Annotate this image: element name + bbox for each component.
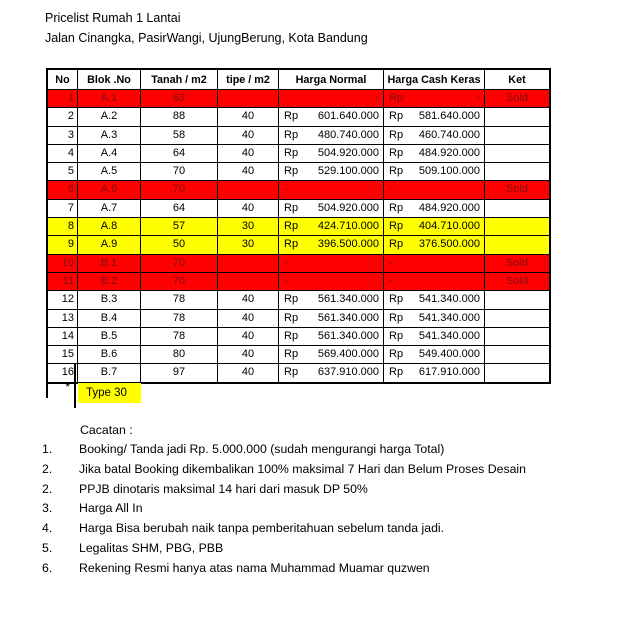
cell-harga-normal <box>279 346 384 364</box>
currency-prefix: Rp <box>389 311 404 324</box>
cell-ket <box>485 126 551 144</box>
cell-harga-normal <box>279 199 384 217</box>
amount: 529.100.000 <box>317 165 379 178</box>
column-header-no: No <box>47 69 78 90</box>
cell-no: 7 <box>47 199 78 217</box>
cell-ket <box>485 309 551 327</box>
cell-harga-cash-keras <box>384 108 485 126</box>
cell-no: 10 <box>47 254 78 272</box>
cell-tipe: 40 <box>218 108 279 126</box>
currency-prefix: Rp <box>284 110 299 123</box>
cell-tanah: 58 <box>141 126 218 144</box>
notes-heading: Cacatan : <box>80 423 133 437</box>
cell-tanah: 78 <box>141 309 218 327</box>
note-number: 6. <box>42 560 53 575</box>
type30-legend: Type 30 <box>78 383 141 403</box>
amount: 509.100.000 <box>418 165 480 178</box>
cell-tanah: 80 <box>141 346 218 364</box>
table-row <box>47 327 550 345</box>
cell-harga-cash-keras <box>384 327 485 345</box>
amount: 480.740.000 <box>317 128 379 141</box>
cell-harga-normal-accounting <box>279 291 383 308</box>
cell-no: 15 <box>47 346 78 364</box>
cell-tipe: 40 <box>218 144 279 162</box>
cell-harga-cash-keras-accounting <box>384 218 484 235</box>
currency-prefix: Rp <box>389 366 404 379</box>
cell-harga-normal-accounting <box>279 90 383 107</box>
cell-no: 5 <box>47 163 78 181</box>
cell-blok-no: A.7 <box>78 199 141 217</box>
table-row <box>47 163 550 181</box>
cell-ket <box>485 199 551 217</box>
cell-harga-cash-keras-accounting <box>384 181 484 198</box>
amount: 484.920.000 <box>418 201 480 214</box>
cell-blok-no: B.2 <box>78 272 141 290</box>
cell-ket: Sold <box>485 272 551 290</box>
cell-ket <box>485 364 551 383</box>
note-number: 3. <box>42 501 53 516</box>
cell-tanah: 70 <box>141 254 218 272</box>
cell-tipe: 40 <box>218 364 279 383</box>
cell-harga-cash-keras <box>384 126 485 144</box>
cell-ket <box>485 144 551 162</box>
cell-tipe: 40 <box>218 309 279 327</box>
cell-harga-normal-accounting <box>279 346 383 363</box>
note-item <box>0 442 627 462</box>
cell-no: 12 <box>47 291 78 309</box>
cell-harga-cash-keras-accounting <box>384 328 484 345</box>
currency-prefix: Rp <box>389 238 404 251</box>
currency-prefix: Rp <box>284 311 299 324</box>
currency-prefix: - <box>284 183 288 196</box>
amount: - <box>476 92 480 104</box>
cell-tipe: 40 <box>218 199 279 217</box>
note-number: 4. <box>42 521 53 536</box>
cell-tanah: 63 <box>141 90 218 108</box>
cell-blok-no: B.5 <box>78 327 141 345</box>
cell-harga-cash-keras <box>384 199 485 217</box>
currency-prefix: - <box>284 274 288 287</box>
table-row <box>47 364 550 383</box>
cell-tipe: 30 <box>218 236 279 254</box>
column-header-harga-normal: Harga Normal <box>279 69 384 90</box>
cell-tanah: 57 <box>141 218 218 236</box>
cell-blok-no: A.1 <box>78 90 141 108</box>
cell-blok-no: B.6 <box>78 346 141 364</box>
currency-prefix: Rp <box>284 366 299 379</box>
amount: 561.340.000 <box>317 329 379 342</box>
amount: - <box>375 92 379 104</box>
header-row <box>47 69 550 90</box>
amount: 484.920.000 <box>418 146 480 159</box>
currency-prefix: Rp <box>389 110 404 123</box>
asterisk-marker: * <box>65 380 70 394</box>
cell-harga-normal-accounting <box>279 328 383 345</box>
cell-ket <box>485 327 551 345</box>
currency-prefix: Rp <box>284 220 299 233</box>
table-row <box>47 218 550 236</box>
table-row <box>47 199 550 217</box>
currency-prefix: Rp <box>284 165 299 178</box>
cell-tipe <box>218 90 279 108</box>
cell-no: 1 <box>47 90 78 108</box>
cell-ket <box>485 236 551 254</box>
cell-tanah: 70 <box>141 163 218 181</box>
amount: 504.920.000 <box>317 201 379 214</box>
cell-harga-normal <box>279 236 384 254</box>
table-row <box>47 346 550 364</box>
cell-harga-cash-keras <box>384 291 485 309</box>
note-text: Rekening Resmi hanya atas nama Muhammad Muamar quzwen <box>79 560 430 575</box>
currency-prefix: Rp <box>389 293 404 306</box>
note-item <box>0 501 627 521</box>
currency-prefix: Rp <box>389 348 404 361</box>
currency-prefix: Rp <box>284 201 299 214</box>
table-row <box>47 90 550 108</box>
cell-harga-cash-keras-accounting <box>384 236 484 253</box>
note-item <box>0 521 627 541</box>
price-table-head <box>47 69 550 90</box>
cell-harga-normal-accounting <box>279 218 383 235</box>
currency-prefix: Rp <box>284 238 299 251</box>
amount: 396.500.000 <box>317 238 379 251</box>
cell-tipe <box>218 181 279 199</box>
amount: 541.340.000 <box>418 293 480 306</box>
cell-blok-no: A.3 <box>78 126 141 144</box>
amount: 617.910.000 <box>418 366 480 379</box>
cell-ket: Sold <box>485 90 551 108</box>
cell-tipe: 30 <box>218 218 279 236</box>
table-row <box>47 144 550 162</box>
note-number: 1. <box>42 442 53 456</box>
cell-harga-cash-keras <box>384 144 485 162</box>
cell-tanah: 64 <box>141 199 218 217</box>
cell-blok-no: B.7 <box>78 364 141 383</box>
amount: 541.340.000 <box>418 311 480 324</box>
cell-harga-normal <box>279 90 384 108</box>
column-header-tanah-m2: Tanah / m2 <box>141 69 218 90</box>
cell-harga-cash-keras <box>384 218 485 236</box>
cell-blok-no: B.4 <box>78 309 141 327</box>
cell-no: 4 <box>47 144 78 162</box>
column-header-blok-no: Blok .No <box>78 69 141 90</box>
cell-blok-no: A.8 <box>78 218 141 236</box>
cell-tanah: 70 <box>141 272 218 290</box>
currency-prefix: Rp <box>389 92 404 104</box>
cell-harga-cash-keras <box>384 272 485 290</box>
cell-blok-no: A.5 <box>78 163 141 181</box>
cell-no: 14 <box>47 327 78 345</box>
amount: 424.710.000 <box>317 220 379 233</box>
cell-harga-cash-keras-accounting <box>384 90 484 107</box>
no-column-border-extension <box>74 364 76 408</box>
currency-prefix: Rp <box>389 220 404 233</box>
cell-harga-cash-keras-accounting <box>384 145 484 162</box>
note-number: 2. <box>42 481 53 496</box>
note-text: Jika batal Booking dikembalikan 100% maksimal 7 Hari dan Belum Proses Desain <box>79 461 527 476</box>
cell-harga-normal-accounting <box>279 181 383 198</box>
cell-tanah: 78 <box>141 291 218 309</box>
cell-harga-normal <box>279 218 384 236</box>
cell-harga-cash-keras-accounting <box>384 163 484 180</box>
cell-harga-cash-keras-accounting <box>384 291 484 308</box>
note-number: 2. <box>42 461 53 476</box>
currency-prefix: Rp <box>284 293 299 306</box>
table-row <box>47 126 550 144</box>
cell-harga-normal <box>279 291 384 309</box>
cell-blok-no: A.9 <box>78 236 141 254</box>
amount: 376.500.000 <box>418 238 480 251</box>
currency-prefix: Rp <box>284 146 299 159</box>
cell-harga-cash-keras-accounting <box>384 310 484 327</box>
cell-no: 11 <box>47 272 78 290</box>
amount: 637.910.000 <box>317 366 379 379</box>
cell-harga-normal <box>279 327 384 345</box>
column-header-ket: Ket <box>485 69 551 90</box>
currency-prefix: Rp <box>389 329 404 342</box>
amount: 549.400.000 <box>418 348 480 361</box>
table-row <box>47 309 550 327</box>
table-row <box>47 272 550 290</box>
cell-harga-normal-accounting <box>279 108 383 125</box>
cell-harga-normal-accounting <box>279 200 383 217</box>
table-row <box>47 236 550 254</box>
cell-no: 8 <box>47 218 78 236</box>
cell-harga-normal <box>279 254 384 272</box>
currency-prefix: Rp <box>284 348 299 361</box>
cell-harga-normal-accounting <box>279 145 383 162</box>
column-header-tipe-m2: tipe / m2 <box>218 69 279 90</box>
cell-harga-normal-accounting <box>279 127 383 144</box>
cell-harga-cash-keras-accounting <box>384 364 484 381</box>
cell-blok-no: B.1 <box>78 254 141 272</box>
currency-prefix: Rp <box>284 329 299 342</box>
cell-no: 2 <box>47 108 78 126</box>
cell-blok-no: A.6 <box>78 181 141 199</box>
cell-tanah: 78 <box>141 327 218 345</box>
cell-no: 6 <box>47 181 78 199</box>
cell-harga-normal-accounting <box>279 255 383 272</box>
cell-tipe: 40 <box>218 126 279 144</box>
cell-harga-normal-accounting <box>279 364 383 381</box>
table-left-border-extension <box>46 364 48 398</box>
note-text: PPJB dinotaris maksimal 14 hari dari masuk DP 50% <box>79 481 368 496</box>
currency-prefix: - <box>389 256 393 269</box>
cell-tanah: 97 <box>141 364 218 383</box>
cell-tanah: 70 <box>141 181 218 199</box>
cell-harga-cash-keras-accounting <box>384 255 484 272</box>
cell-harga-normal <box>279 309 384 327</box>
cell-ket <box>485 291 551 309</box>
document-title: Pricelist Rumah 1 Lantai <box>45 11 181 25</box>
cell-tanah: 88 <box>141 108 218 126</box>
price-table <box>46 68 551 384</box>
cell-harga-normal <box>279 126 384 144</box>
cell-ket <box>485 108 551 126</box>
note-item <box>0 482 627 502</box>
cell-harga-cash-keras <box>384 181 485 199</box>
cell-harga-normal <box>279 144 384 162</box>
amount: 504.920.000 <box>317 146 379 159</box>
cell-tipe <box>218 254 279 272</box>
note-text: Legalitas SHM, PBG, PBB <box>79 541 224 555</box>
amount: 569.400.000 <box>317 348 379 361</box>
table-row <box>47 291 550 309</box>
cell-harga-normal <box>279 181 384 199</box>
cell-tipe: 40 <box>218 291 279 309</box>
currency-prefix: Rp <box>389 146 404 159</box>
currency-prefix: - <box>389 183 393 196</box>
amount: 460.740.000 <box>418 128 480 141</box>
cell-no: 16 <box>47 364 78 383</box>
note-item <box>0 561 627 581</box>
cell-harga-cash-keras <box>384 346 485 364</box>
price-table-body <box>47 90 550 383</box>
cell-no: 3 <box>47 126 78 144</box>
cell-harga-cash-keras <box>384 90 485 108</box>
amount: 541.340.000 <box>418 329 480 342</box>
cell-blok-no: A.4 <box>78 144 141 162</box>
cell-ket <box>485 163 551 181</box>
cell-harga-normal-accounting <box>279 163 383 180</box>
cell-ket <box>485 218 551 236</box>
currency-prefix: Rp <box>389 201 404 214</box>
cell-harga-cash-keras <box>384 163 485 181</box>
cell-harga-cash-keras <box>384 309 485 327</box>
cell-harga-cash-keras <box>384 254 485 272</box>
currency-prefix: - <box>284 256 288 269</box>
amount: 601.640.000 <box>317 110 379 123</box>
note-text: Harga All In <box>79 501 143 516</box>
table-row <box>47 181 550 199</box>
cell-harga-cash-keras-accounting <box>384 346 484 363</box>
note-number: 5. <box>42 541 53 555</box>
amount: 561.340.000 <box>317 311 379 324</box>
cell-blok-no: B.3 <box>78 291 141 309</box>
cell-harga-normal <box>279 163 384 181</box>
cell-harga-normal-accounting <box>279 236 383 253</box>
currency-prefix: Rp <box>284 128 299 141</box>
cell-blok-no: A.2 <box>78 108 141 126</box>
cell-tanah: 50 <box>141 236 218 254</box>
cell-harga-normal-accounting <box>279 310 383 327</box>
cell-tanah: 64 <box>141 144 218 162</box>
note-item <box>0 462 627 482</box>
note-text: Booking/ Tanda jadi Rp. 5.000.000 (sudah mengurangi harga Total) <box>79 442 445 456</box>
cell-ket <box>485 346 551 364</box>
currency-prefix: Rp <box>389 128 404 141</box>
amount: 561.340.000 <box>317 293 379 306</box>
currency-prefix: - <box>389 274 393 287</box>
cell-harga-cash-keras-accounting <box>384 127 484 144</box>
cell-harga-cash-keras-accounting <box>384 273 484 290</box>
cell-tipe: 40 <box>218 346 279 364</box>
cell-tipe: 40 <box>218 327 279 345</box>
cell-harga-normal <box>279 364 384 383</box>
cell-ket: Sold <box>485 181 551 199</box>
column-header-harga-cash-keras: Harga Cash Keras <box>384 69 485 90</box>
cell-no: 13 <box>47 309 78 327</box>
cell-harga-normal <box>279 272 384 290</box>
currency-prefix: Rp <box>389 165 404 178</box>
amount: 404.710.000 <box>418 220 480 233</box>
cell-harga-normal-accounting <box>279 273 383 290</box>
cell-harga-cash-keras-accounting <box>384 200 484 217</box>
note-text: Harga Bisa berubah naik tanpa pemberitahuan sebelum tanda jadi. <box>79 521 445 536</box>
cell-tipe <box>218 272 279 290</box>
amount: 581.640.000 <box>418 110 480 123</box>
note-item <box>0 541 627 561</box>
cell-harga-cash-keras <box>384 364 485 383</box>
cell-harga-cash-keras-accounting <box>384 108 484 125</box>
cell-tipe: 40 <box>218 163 279 181</box>
table-row <box>47 254 550 272</box>
document-subtitle: Jalan Cinangka, PasirWangi, UjungBerung, Kota Bandung <box>45 31 368 45</box>
cell-ket: Sold <box>485 254 551 272</box>
cell-harga-cash-keras <box>384 236 485 254</box>
table-row <box>47 108 550 126</box>
cell-no: 9 <box>47 236 78 254</box>
cell-harga-normal <box>279 108 384 126</box>
